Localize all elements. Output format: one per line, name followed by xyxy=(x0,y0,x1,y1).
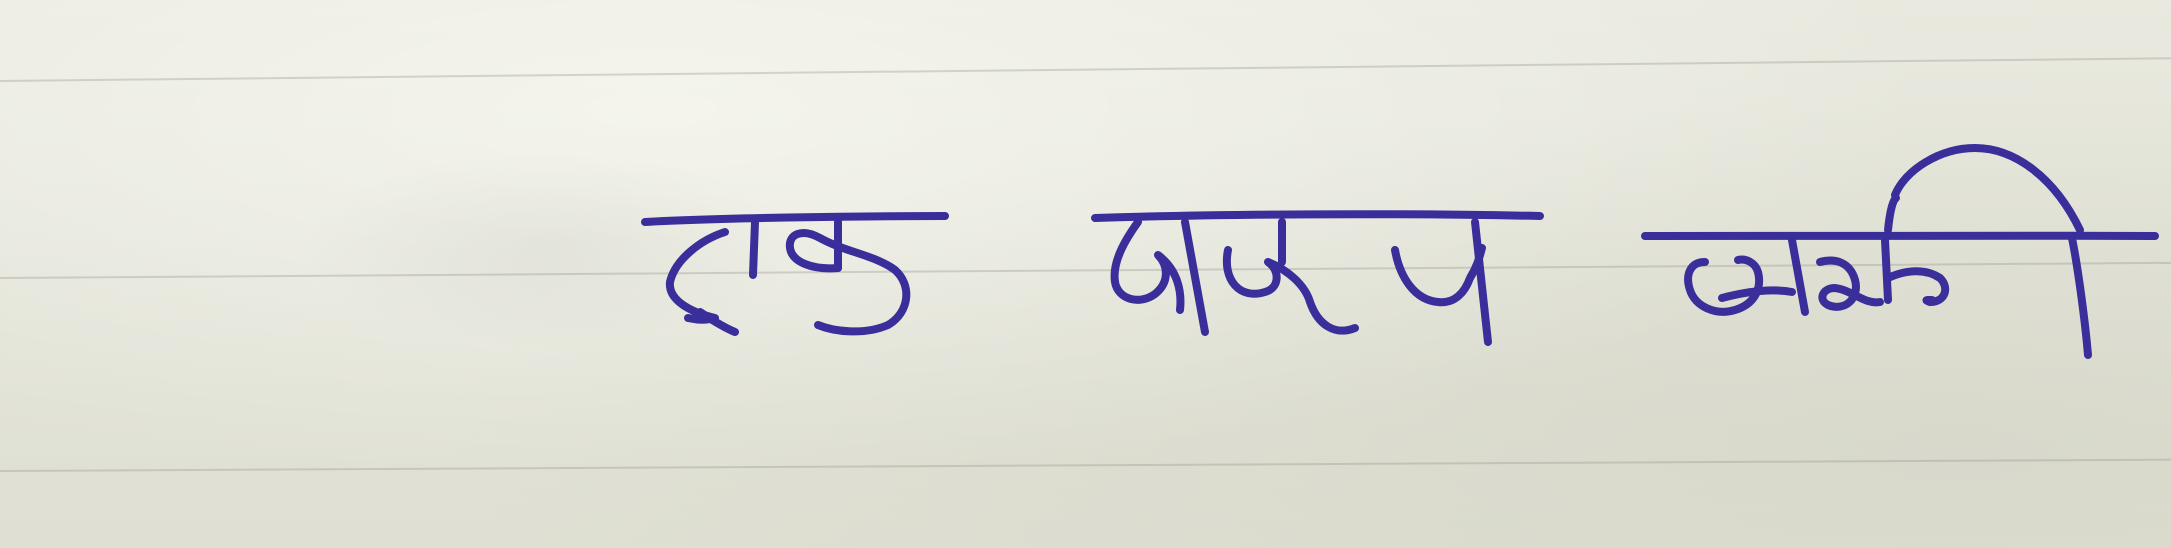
handwritten-word-ek xyxy=(645,216,945,332)
handwritten-word-safal xyxy=(1095,214,1540,342)
handwritten-word-vyakti xyxy=(1645,148,2155,355)
